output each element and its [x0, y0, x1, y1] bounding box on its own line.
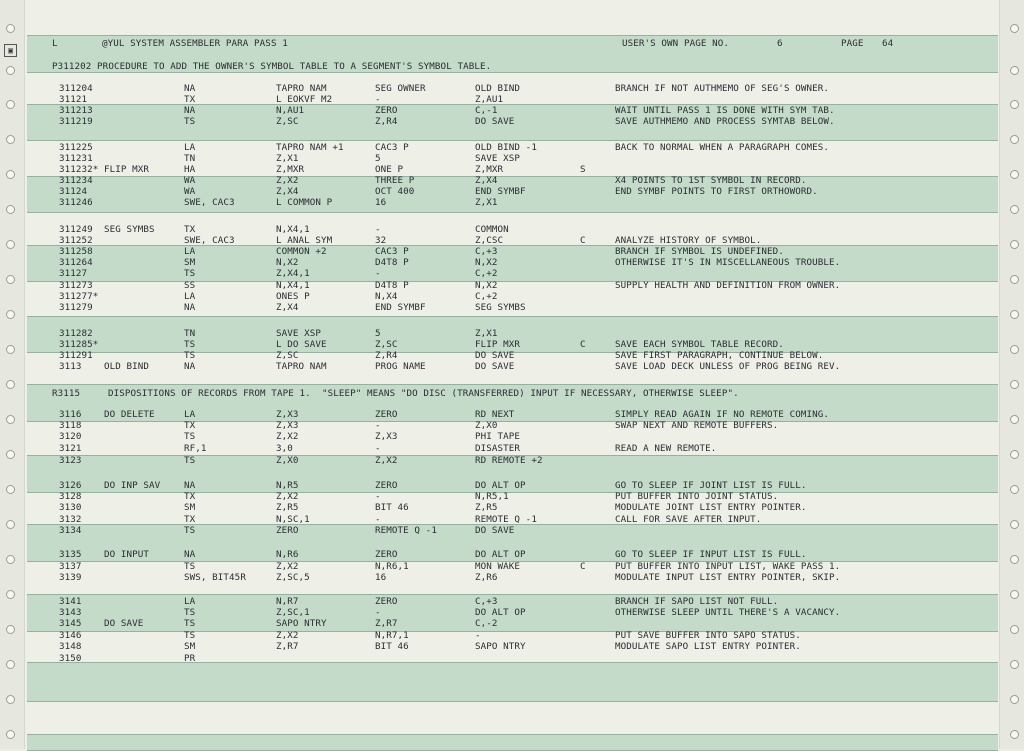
row-addr: Z,X4,1	[276, 268, 310, 279]
sprocket-hole	[1010, 555, 1019, 564]
row-a3: RD NEXT	[475, 409, 515, 420]
header-label: L	[52, 38, 58, 49]
row-c: GO TO SLEEP IF JOINT LIST IS FULL.	[615, 480, 807, 491]
row-a3: MON WAKE	[475, 561, 521, 572]
row-a3: DO ALT OP	[475, 480, 526, 491]
section-number: R3115	[52, 388, 81, 399]
row-c: SIMPLY READ AGAIN IF NO REMOTE COMING.	[615, 409, 829, 420]
row-no: 311252	[59, 235, 93, 246]
row-c: PUT BUFFER INTO JOINT STATUS.	[615, 491, 779, 502]
sprocket-hole	[1010, 135, 1019, 144]
row-addr: ONES P	[276, 291, 310, 302]
row-c: CALL FOR SAVE AFTER INPUT.	[615, 514, 762, 525]
sprocket-hole	[6, 555, 15, 564]
row-c: PUT BUFFER INTO INPUT LIST, WAKE PASS 1.	[615, 561, 841, 572]
row-tag: OLD BIND	[104, 361, 150, 372]
row-c: MODULATE INPUT LIST ENTRY POINTER, SKIP.	[615, 572, 841, 583]
row-c: SWAP NEXT AND REMOTE BUFFERS.	[615, 420, 779, 431]
row-no: 311277*	[59, 291, 99, 302]
row-op: WA	[184, 175, 196, 186]
sprocket-hole	[6, 24, 15, 33]
row-no: 3137	[59, 561, 82, 572]
sprocket-hole	[6, 695, 15, 704]
row-c: SAVE FIRST PARAGRAPH, CONTINUE BELOW.	[615, 350, 824, 361]
row-a2: SEG OWNER	[375, 83, 426, 94]
row-op: NA	[184, 83, 196, 94]
row-a3: DO SAVE	[475, 350, 515, 361]
row-a3: OLD BIND -1	[475, 142, 537, 153]
sprocket-hole	[6, 240, 15, 249]
row-a3: DO SAVE	[475, 361, 515, 372]
row-addr: SAVE XSP	[276, 328, 322, 339]
row-addr: Z,R5	[276, 502, 299, 513]
row-c: BRANCH IF SYMBOL IS UNDEFINED.	[615, 246, 784, 257]
row-addr: N,R5	[276, 480, 299, 491]
user-page-number: 6	[777, 38, 783, 49]
row-a2: Z,R7	[375, 618, 398, 629]
row-a3: C,-1	[475, 105, 498, 116]
row-a3: DO ALT OP	[475, 549, 526, 560]
row-no: 3126	[59, 480, 82, 491]
row-a3: Z,MXR	[475, 164, 504, 175]
row-op: TS	[184, 431, 196, 442]
sprocket-hole	[1010, 240, 1019, 249]
sprocket-hole	[1010, 380, 1019, 389]
row-no: 3121	[59, 443, 82, 454]
row-a3: C,+3	[475, 246, 498, 257]
row-addr: Z,X2	[276, 175, 299, 186]
row-addr: TAPRO NAM	[276, 361, 327, 372]
row-op: SWE, CAC3	[184, 235, 235, 246]
sprocket-hole	[1010, 275, 1019, 284]
row-tag: DO SAVE	[104, 618, 144, 629]
row-addr: 3,0	[276, 443, 293, 454]
row-c: ANALYZE HISTORY OF SYMBOL.	[615, 235, 762, 246]
row-op: RF,1	[184, 443, 207, 454]
row-a2: -	[375, 443, 381, 454]
row-a2: Z,X2	[375, 455, 398, 466]
row-op: TS	[184, 339, 196, 350]
row-c: X4 POINTS TO 1ST SYMBOL IN RECORD.	[615, 175, 807, 186]
row-a2: D4T8 P	[375, 257, 409, 268]
row-a2: CAC3 P	[375, 246, 409, 257]
row-c: OTHERWISE SLEEP UNTIL THERE'S A VACANCY.	[615, 607, 841, 618]
row-c: BACK TO NORMAL WHEN A PARAGRAPH COMES.	[615, 142, 829, 153]
row-a2: 5	[375, 328, 381, 339]
sprocket-hole	[6, 590, 15, 599]
row-c: GO TO SLEEP IF INPUT LIST IS FULL.	[615, 549, 807, 560]
sprocket-hole	[6, 450, 15, 459]
row-addr: N,R6	[276, 549, 299, 560]
row-c: WAIT UNTIL PASS 1 IS DONE WITH SYM TAB.	[615, 105, 835, 116]
row-f: C	[580, 235, 586, 246]
row-addr: N,X4,1	[276, 280, 310, 291]
row-op: TN	[184, 328, 196, 339]
row-op: LA	[184, 142, 196, 153]
row-a3: Z,X0	[475, 420, 498, 431]
row-a2: Z,R4	[375, 350, 398, 361]
sprocket-hole	[6, 730, 15, 739]
row-c: READ A NEW REMOTE.	[615, 443, 717, 454]
row-no: 311249	[59, 224, 93, 235]
row-no: 3145	[59, 618, 82, 629]
row-a3: C,-2	[475, 618, 498, 629]
row-tag: DO INP SAV	[104, 480, 161, 491]
row-op: LA	[184, 291, 196, 302]
row-tag: DO INPUT	[104, 549, 150, 560]
row-addr: N,X2	[276, 257, 299, 268]
row-no: 3130	[59, 502, 82, 513]
sprocket-hole	[1010, 625, 1019, 634]
row-op: HA	[184, 164, 196, 175]
row-a2: -	[375, 491, 381, 502]
row-tag: FLIP MXR	[104, 164, 150, 175]
row-addr: L DO SAVE	[276, 339, 327, 350]
row-c: SUPPLY HEALTH AND DEFINITION FROM OWNER.	[615, 280, 841, 291]
row-a2: ZERO	[375, 549, 398, 560]
row-no: 311291	[59, 350, 93, 361]
row-op: TX	[184, 94, 196, 105]
row-a3: -	[475, 630, 481, 641]
row-c: BRANCH IF SAPO LIST NOT FULL.	[615, 596, 779, 607]
row-a3: DO SAVE	[475, 525, 515, 536]
row-addr: Z,X4	[276, 302, 299, 313]
row-a3: SEG SYMBS	[475, 302, 526, 313]
page-number: 64	[882, 38, 894, 49]
row-no: 3123	[59, 455, 82, 466]
row-a3: OLD BIND	[475, 83, 521, 94]
row-no: 3143	[59, 607, 82, 618]
sprocket-hole	[1010, 205, 1019, 214]
row-no: 3141	[59, 596, 82, 607]
row-op: SWS, BIT45R	[184, 572, 246, 583]
row-f: C	[580, 561, 586, 572]
row-a3: Z,CSC	[475, 235, 504, 246]
greenbar-band	[27, 734, 998, 751]
header-title: @YUL SYSTEM ASSEMBLER PARA PASS 1	[102, 38, 288, 49]
row-a2: ONE P	[375, 164, 404, 175]
sprocket-hole	[1010, 24, 1019, 33]
row-a3: C,+2	[475, 291, 498, 302]
row-no: 311219	[59, 116, 93, 127]
row-no: 3128	[59, 491, 82, 502]
sprocket-hole	[6, 625, 15, 634]
row-c: SAVE LOAD DECK UNLESS OF PROG BEING REV.	[615, 361, 841, 372]
row-a2: ZERO	[375, 480, 398, 491]
row-a2: -	[375, 94, 381, 105]
row-a3: Z,X1	[475, 197, 498, 208]
row-op: SM	[184, 257, 196, 268]
row-a2: D4T8 P	[375, 280, 409, 291]
row-addr: TAPRO NAM +1	[276, 142, 344, 153]
row-no: 3116	[59, 409, 82, 420]
row-op: SS	[184, 280, 196, 291]
row-addr: L EOKVF M2	[276, 94, 333, 105]
row-a2: ZERO	[375, 409, 398, 420]
row-no: 311246	[59, 197, 93, 208]
row-op: NA	[184, 105, 196, 116]
row-op: LA	[184, 409, 196, 420]
row-addr: Z,SC	[276, 350, 299, 361]
sprocket-hole	[6, 380, 15, 389]
listing-header	[0, 39, 1024, 119]
row-a2: N,R7,1	[375, 630, 409, 641]
row-addr: Z,X3	[276, 420, 299, 431]
row-op: PR	[184, 653, 196, 664]
row-addr: COMMON +2	[276, 246, 327, 257]
row-a3: FLIP MXR	[475, 339, 521, 350]
row-a3: C,+2	[475, 268, 498, 279]
row-a3: PHI TAPE	[475, 431, 521, 442]
row-c: MODULATE JOINT LIST ENTRY POINTER.	[615, 502, 807, 513]
row-addr: L ANAL SYM	[276, 235, 333, 246]
row-no: 3132	[59, 514, 82, 525]
row-no: 3113	[59, 361, 82, 372]
row-a2: N,R6,1	[375, 561, 409, 572]
row-a3: END SYMBF	[475, 186, 526, 197]
row-a2: THREE P	[375, 175, 415, 186]
row-addr: Z,SC,5	[276, 572, 310, 583]
user-page-label: USER'S OWN PAGE NO.	[622, 38, 729, 49]
row-op: LA	[184, 246, 196, 257]
row-no: 311264	[59, 257, 93, 268]
section-text: DISPOSITIONS OF RECORDS FROM TAPE 1. "SLEEP" MEANS "DO DISC (TRANSFERRED) INPUT IF NECESSARY, OTHERWISE SLEEP".	[108, 388, 739, 399]
row-op: TX	[184, 491, 196, 502]
row-op: SM	[184, 641, 196, 652]
row-a3: C,+3	[475, 596, 498, 607]
row-no: 3150	[59, 653, 82, 664]
row-a2: -	[375, 514, 381, 525]
sprocket-hole	[6, 135, 15, 144]
row-f: C	[580, 339, 586, 350]
row-addr: TAPRO NAM	[276, 83, 327, 94]
row-addr: N,SC,1	[276, 514, 310, 525]
row-addr: SAPO NTRY	[276, 618, 327, 629]
sprocket-hole	[6, 170, 15, 179]
row-op: NA	[184, 549, 196, 560]
row-a2: -	[375, 268, 381, 279]
sprocket-hole	[1010, 345, 1019, 354]
row-no: 311232*	[59, 164, 99, 175]
row-a2: 16	[375, 572, 387, 583]
row-addr: Z,X2	[276, 431, 299, 442]
row-op: TN	[184, 153, 196, 164]
row-no: 3146	[59, 630, 82, 641]
row-f: S	[580, 164, 586, 175]
row-a3: N,R5,1	[475, 491, 509, 502]
row-no: 3118	[59, 420, 82, 431]
row-op: TS	[184, 607, 196, 618]
row-addr: Z,X3	[276, 409, 299, 420]
row-a2: OCT 400	[375, 186, 415, 197]
row-a3: SAVE XSP	[475, 153, 521, 164]
row-no: 311225	[59, 142, 93, 153]
row-no: 3134	[59, 525, 82, 536]
sprocket-hole	[1010, 485, 1019, 494]
row-a2: CAC3 P	[375, 142, 409, 153]
row-a2: BIT 46	[375, 641, 409, 652]
row-no: 3120	[59, 431, 82, 442]
row-a2: Z,SC	[375, 339, 398, 350]
row-no: 3135	[59, 549, 82, 560]
row-op: TS	[184, 618, 196, 629]
row-op: SWE, CAC3	[184, 197, 235, 208]
row-a3: SAPO NTRY	[475, 641, 526, 652]
row-a3: Z,R6	[475, 572, 498, 583]
row-a3: Z,X4	[475, 175, 498, 186]
row-c: BRANCH IF NOT AUTHMEMO OF SEG'S OWNER.	[615, 83, 829, 94]
sprocket-hole	[1010, 450, 1019, 459]
row-op: NA	[184, 480, 196, 491]
row-addr: Z,X1	[276, 153, 299, 164]
sprocket-hole	[1010, 520, 1019, 529]
row-no: 311204	[59, 83, 93, 94]
row-op: TX	[184, 420, 196, 431]
row-a3: Z,X1	[475, 328, 498, 339]
row-op: WA	[184, 186, 196, 197]
sprocket-hole	[1010, 660, 1019, 669]
row-no: 311273	[59, 280, 93, 291]
row-a2: PROG NAME	[375, 361, 426, 372]
row-tag: DO DELETE	[104, 409, 155, 420]
row-a2: 16	[375, 197, 387, 208]
sprocket-hole	[1010, 590, 1019, 599]
row-addr: Z,R7	[276, 641, 299, 652]
row-op: TS	[184, 525, 196, 536]
procedure-title: P311202 PROCEDURE TO ADD THE OWNER'S SYMBOL TABLE TO A SEGMENT'S SYMBOL TABLE.	[52, 61, 492, 72]
row-a3: DO ALT OP	[475, 607, 526, 618]
row-addr: ZERO	[276, 525, 299, 536]
row-no: 3148	[59, 641, 82, 652]
row-a2: BIT 46	[375, 502, 409, 513]
row-a3: DO SAVE	[475, 116, 515, 127]
row-op: TS	[184, 268, 196, 279]
sprocket-hole	[6, 310, 15, 319]
row-op: TS	[184, 350, 196, 361]
row-a2: -	[375, 224, 381, 235]
row-addr: Z,MXR	[276, 164, 305, 175]
row-a2: N,X4	[375, 291, 398, 302]
row-op: TX	[184, 224, 196, 235]
sprocket-hole	[1010, 310, 1019, 319]
row-op: NA	[184, 361, 196, 372]
row-op: TS	[184, 455, 196, 466]
row-no: 31124	[59, 186, 88, 197]
row-c: PUT SAVE BUFFER INTO SAPO STATUS.	[615, 630, 801, 641]
row-a3: DISASTER	[475, 443, 521, 454]
row-no: 311285*	[59, 339, 99, 350]
row-a2: Z,X3	[375, 431, 398, 442]
row-addr: N,R7	[276, 596, 299, 607]
row-no: 311234	[59, 175, 93, 186]
row-a2: 5	[375, 153, 381, 164]
page-label: PAGE	[841, 38, 864, 49]
row-addr: L COMMON P	[276, 197, 333, 208]
row-c: MODULATE SAPO LIST ENTRY POINTER.	[615, 641, 801, 652]
row-c: END SYMBF POINTS TO FIRST ORTHOWORD.	[615, 186, 818, 197]
row-addr: Z,SC	[276, 116, 299, 127]
row-a2: -	[375, 420, 381, 431]
row-a2: REMOTE Q -1	[375, 525, 437, 536]
row-op: TS	[184, 630, 196, 641]
printer-logo-icon: ▣	[4, 44, 17, 57]
row-addr: Z,X2	[276, 491, 299, 502]
greenbar-band	[27, 245, 998, 282]
sprocket-hole	[6, 660, 15, 669]
row-a3: Z,AU1	[475, 94, 504, 105]
row-no: 311258	[59, 246, 93, 257]
row-a3: RD REMOTE +2	[475, 455, 543, 466]
sprocket-hole	[6, 205, 15, 214]
row-a2: -	[375, 607, 381, 618]
row-a2: 32	[375, 235, 387, 246]
row-a3: COMMON	[475, 224, 509, 235]
row-op: TS	[184, 116, 196, 127]
row-no: 311279	[59, 302, 93, 313]
sprocket-hole	[1010, 695, 1019, 704]
row-addr: Z,X2	[276, 630, 299, 641]
row-no: 3139	[59, 572, 82, 583]
sprocket-hole	[6, 345, 15, 354]
row-a3: REMOTE Q -1	[475, 514, 537, 525]
row-a2: ZERO	[375, 596, 398, 607]
row-addr: Z,X4	[276, 186, 299, 197]
row-no: 311231	[59, 153, 93, 164]
row-tag: SEG SYMBS	[104, 224, 155, 235]
row-op: NA	[184, 302, 196, 313]
sprocket-hole	[6, 485, 15, 494]
row-addr: Z,X2	[276, 561, 299, 572]
sprocket-hole	[6, 520, 15, 529]
sprocket-hole	[1010, 170, 1019, 179]
row-c: OTHERWISE IT'S IN MISCELLANEOUS TROUBLE.	[615, 257, 841, 268]
row-a3: N,X2	[475, 280, 498, 291]
row-a2: ZERO	[375, 105, 398, 116]
row-op: TX	[184, 514, 196, 525]
row-a3: Z,R5	[475, 502, 498, 513]
row-c: SAVE EACH SYMBOL TABLE RECORD.	[615, 339, 784, 350]
row-no: 311282	[59, 328, 93, 339]
row-addr: N,AU1	[276, 105, 305, 116]
row-a2: END SYMBF	[375, 302, 426, 313]
row-no: 31127	[59, 268, 88, 279]
row-addr: N,X4,1	[276, 224, 310, 235]
greenbar-band	[27, 662, 998, 702]
row-c: SAVE AUTHMEMO AND PROCESS SYMTAB BELOW.	[615, 116, 835, 127]
row-op: TS	[184, 561, 196, 572]
row-op: LA	[184, 596, 196, 607]
row-addr: Z,SC,1	[276, 607, 310, 618]
row-a2: Z,R4	[375, 116, 398, 127]
row-no: 31121	[59, 94, 88, 105]
row-op: SM	[184, 502, 196, 513]
sprocket-hole	[6, 275, 15, 284]
row-a3: N,X2	[475, 257, 498, 268]
row-addr: Z,X0	[276, 455, 299, 466]
sprocket-hole	[1010, 730, 1019, 739]
row-no: 311213	[59, 105, 93, 116]
